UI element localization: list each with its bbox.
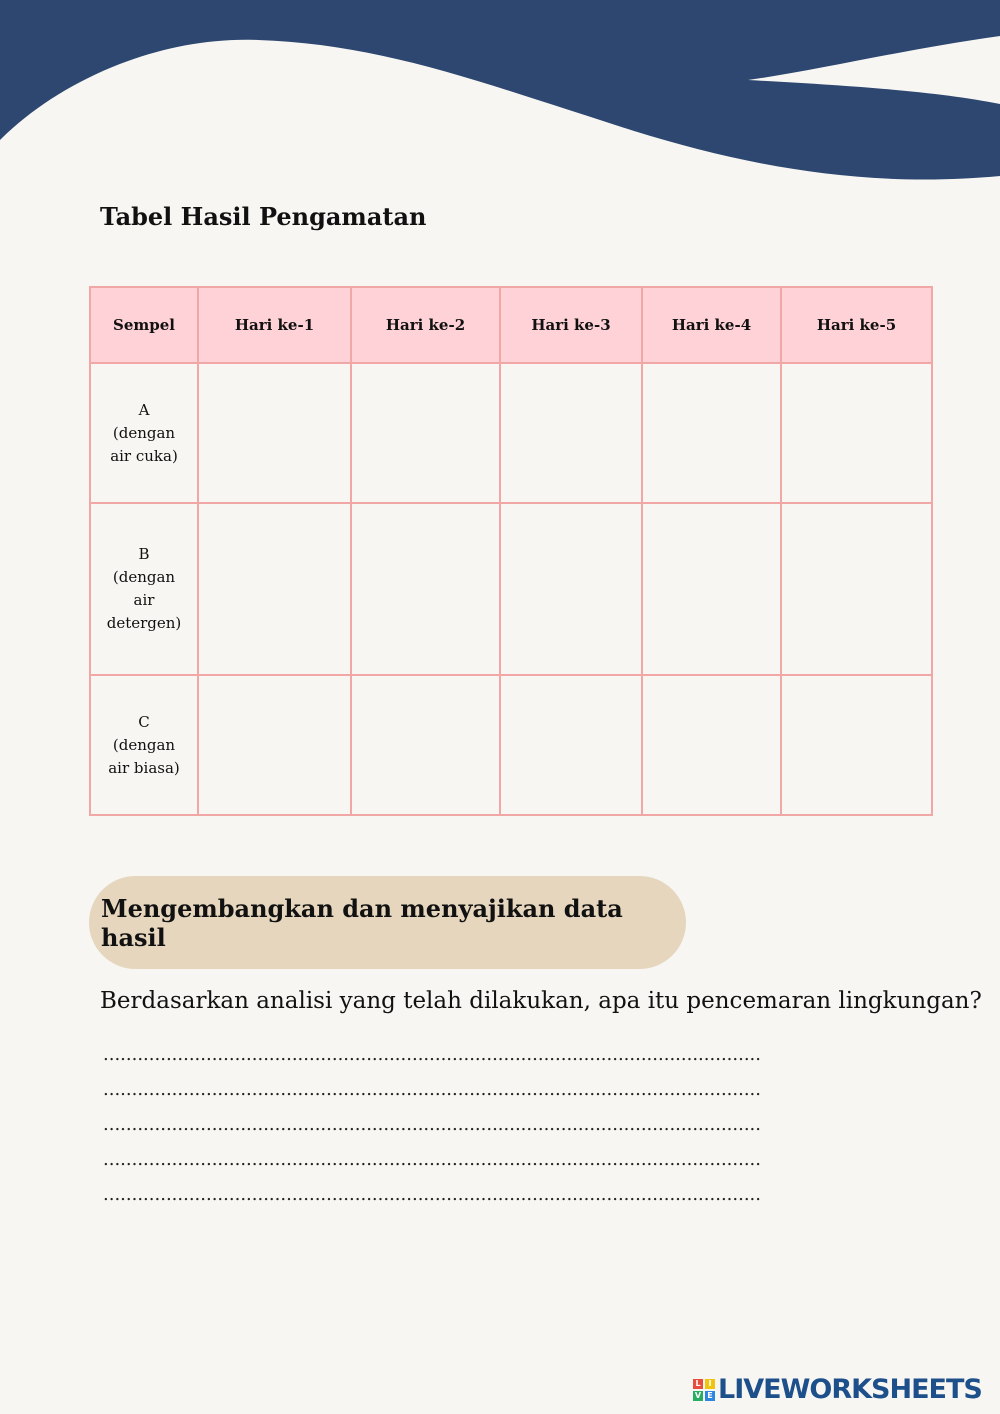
section-heading-pill [89,876,686,969]
observation-cell[interactable] [781,503,932,675]
observation-table [89,286,933,816]
observation-cell[interactable] [642,363,781,503]
sample-label-b [90,503,198,675]
observation-cell[interactable] [351,503,500,675]
section-heading: Mengembangkan dan menyajikan data hasil [101,893,623,952]
liveworksheets-brand [693,1374,982,1405]
table-header-row [90,287,932,363]
sample-label-line: C [138,712,150,731]
sample-label-a [90,363,198,503]
observation-cell[interactable] [642,675,781,815]
sample-label-line: air [133,591,155,609]
brand-name: LIVEWORKSHEETS [718,1374,982,1405]
answer-line[interactable]: ................................................................................................................... [103,1044,761,1065]
sample-label-line: air cuka) [110,446,178,465]
question-text: Berdasarkan analisi yang telah dilakukan, apa itu pencemaran lingkungan? [100,988,982,1014]
answer-line[interactable]: ................................................................................................................... [103,1079,761,1100]
sample-label-c [90,675,198,815]
observation-cell[interactable] [781,363,932,503]
logo-letter-e: E [705,1391,715,1401]
column-header-day-3: Hari ke-3 [500,287,642,363]
observation-cell[interactable] [500,363,642,503]
column-header-day-5: Hari ke-5 [781,287,932,363]
sample-label-line: (dengan [112,735,176,754]
table-row-c [90,675,932,815]
observation-cell[interactable] [198,363,351,503]
sample-label-line: (dengan [112,423,176,442]
observation-cell[interactable] [198,503,351,675]
column-header-sample: Sempel [90,287,198,363]
header-wave-decoration [0,0,1000,200]
sample-label-line: (dengan [112,568,176,586]
observation-cell[interactable] [781,675,932,815]
observation-cell[interactable] [642,503,781,675]
observation-cell[interactable] [351,363,500,503]
table-row-b [90,503,932,675]
sample-label-line: B [138,545,150,563]
observation-cell[interactable] [500,503,642,675]
observation-cell[interactable] [198,675,351,815]
answer-line[interactable]: ................................................................................................................... [103,1149,761,1170]
sample-label-line: A [138,400,150,419]
page-title: Tabel Hasil Pengamatan [100,202,427,231]
logo-letter-i: I [705,1379,715,1389]
logo-letter-v: V [694,1390,702,1400]
sample-label-line: detergen) [106,614,182,632]
observation-cell[interactable] [500,675,642,815]
liveworksheets-logo-icon [693,1379,715,1401]
answer-line[interactable]: ................................................................................................................... [103,1114,761,1135]
table-row-a [90,363,932,503]
answer-area[interactable] [103,1044,855,1219]
logo-letter-l: L [693,1379,703,1389]
sample-label-line: air biasa) [108,758,180,777]
observation-cell[interactable] [351,675,500,815]
answer-line[interactable]: ................................................................................................................... [103,1184,761,1205]
column-header-day-1: Hari ke-1 [198,287,351,363]
column-header-day-2: Hari ke-2 [351,287,500,363]
column-header-day-4: Hari ke-4 [642,287,781,363]
